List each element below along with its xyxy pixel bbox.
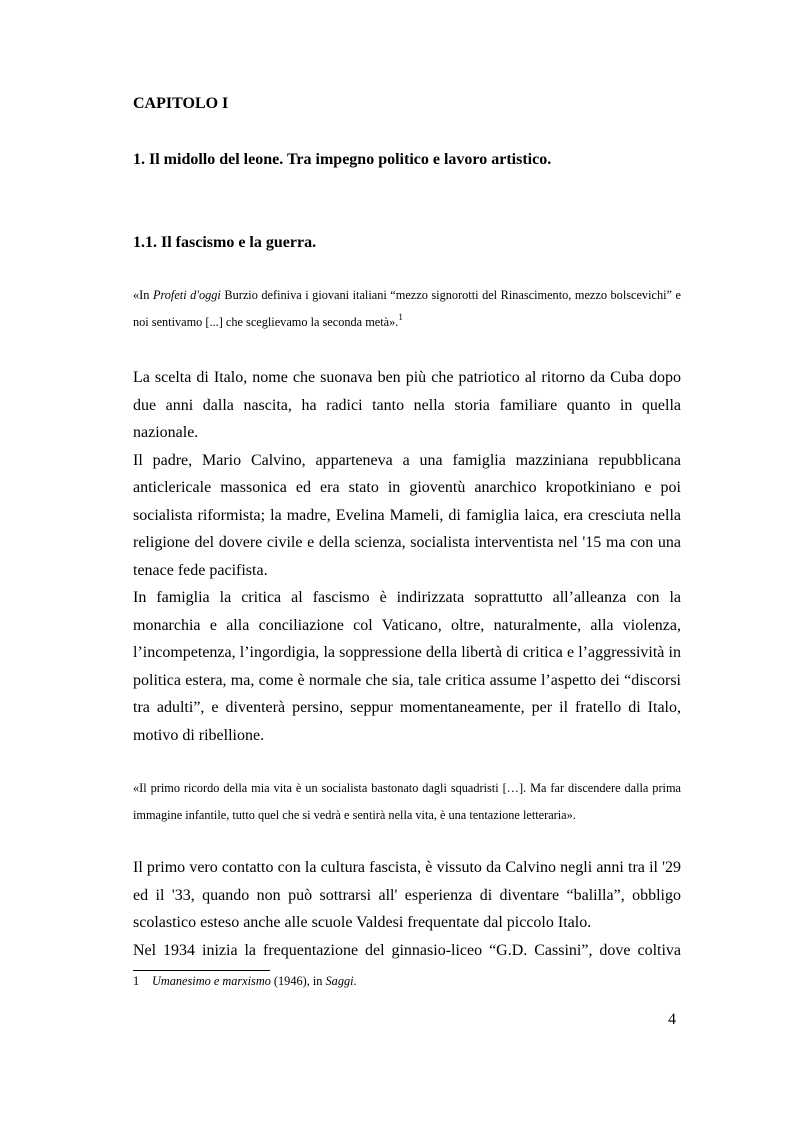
footnote-title: Umanesimo e marxismo: [152, 974, 271, 988]
section-heading-1: 1. Il midollo del leone. Tra impegno politico e lavoro artistico.: [133, 151, 552, 168]
paragraph: Il primo vero contatto con la cultura fascista, è vissuto da Calvino negli anni tra il '29 ed il '33, quando non può sottrarsi all' esperienza di diventare “balilla”, obbligo scolastico esteso anche alle scuole Valdesi frequentate dal piccolo Italo.: [133, 859, 681, 931]
quote1-pre: «In: [133, 288, 153, 302]
chapter-heading: CAPITOLO I: [133, 95, 229, 112]
footnote-text: (1946), in: [270, 974, 326, 988]
quote1-title: Profeti d'oggi: [152, 288, 221, 302]
footnote: [133, 974, 357, 989]
paragraph: La scelta di Italo, nome che suonava ben più che patriotico al ritorno da Cuba dopo due anni dalla nascita, ha radici tanto nella storia familiare quanto in quella nazionale.: [133, 369, 681, 441]
footnote-separator: [133, 970, 270, 971]
footnote-book: Saggi: [325, 974, 354, 988]
paragraph: In famiglia la critica al fascismo è indirizzata soprattutto all’alleanza con la monarchia e alla conciliazione col Vaticano, oltre, naturalmente, alla violenza, l’incompetenza, l’ingordigia, la soppressione della libertà di critica e l’aggressività in politica estera, ma, come è normale che sia, tale critica assume l’aspetto dei “discorsi tra adulti”, e diventerà persino, seppur momentaneamente, per il fratello di Italo, motivo di ribellione.: [133, 589, 681, 744]
body-text-1: [133, 364, 681, 749]
page-number: 4: [668, 1011, 676, 1028]
epigraph-quote-1: [133, 282, 681, 336]
paragraph: Il padre, Mario Calvino, apparteneva a una famiglia mazziniana repubblicana anticlericale massonica ed era stato in gioventù anarchico kropotkiniano e poi socialista riformista; la madre, Evelina Mameli, di famiglia laica, era cresciuta nella religione del dovere civile e della scienza, socialista interventista nel '15 ma con una tenace fede pacifista.: [133, 451, 681, 579]
footnote-end: .: [353, 974, 357, 988]
epigraph-quote-2: «Il primo ricordo della mia vita è un socialista bastonato dagli squadristi […]. Ma far discendere dalla prima immagine infantile, tutto quel che si vedrà e sentirà nella vita, è una tentazione letteraria».: [133, 781, 681, 822]
footnote-number: 1: [133, 974, 140, 988]
section-heading-1-1: 1.1. Il fascismo e la guerra.: [133, 234, 317, 251]
paragraph: Nel 1934 inizia la frequentazione del ginnasio-liceo “G.D. Cassini”, dove coltiva: [133, 941, 681, 959]
quote1-post: Burzio definiva i giovani italiani “mezzo signorotti del Rinascimento, mezzo bolscevichi” e noi sentivamo [...] che sceglievamo la seconda metà».: [133, 288, 681, 329]
footnote-reference[interactable]: 1: [398, 312, 403, 322]
body-text-2: [133, 854, 681, 964]
